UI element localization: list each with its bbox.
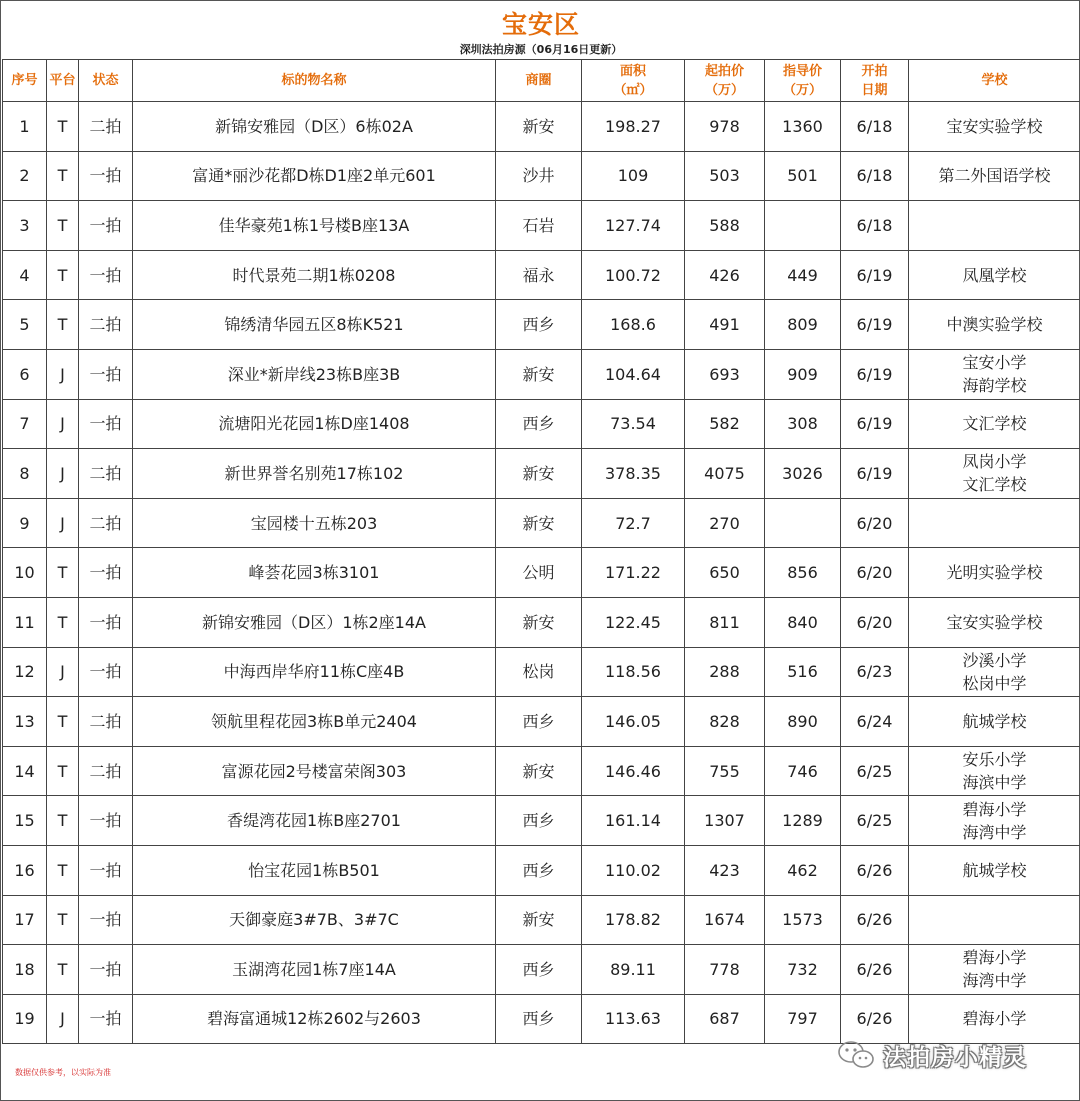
table-row [3, 697, 1080, 747]
header-start-unit: （万） [704, 82, 744, 98]
cell-date: 6/25 [841, 796, 909, 846]
cell-status: 一拍 [79, 250, 133, 300]
cell-no: 14 [3, 746, 47, 796]
cell-date: 6/19 [841, 349, 909, 399]
cell-platform: J [47, 498, 79, 548]
cell-start-price: 755 [685, 746, 765, 796]
cell-no: 7 [3, 399, 47, 449]
cell-start-price: 693 [685, 349, 765, 399]
cell-guide-price: 732 [765, 945, 841, 995]
cell-guide-price: 308 [765, 399, 841, 449]
cell-name: 新锦安雅园（D区）1栋2座14A [133, 597, 496, 647]
cell-status: 一拍 [79, 895, 133, 945]
school-line: 海湾中学 [962, 822, 1027, 842]
cell-guide-price: 890 [765, 697, 841, 747]
cell-start-price: 270 [685, 498, 765, 548]
cell-status: 二拍 [79, 449, 133, 499]
cell-no: 16 [3, 845, 47, 895]
cell-school [909, 300, 1080, 350]
cell-date: 6/18 [841, 201, 909, 251]
cell-district: 石岩 [496, 201, 582, 251]
cell-status: 一拍 [79, 597, 133, 647]
listing-table [2, 59, 1080, 1044]
cell-platform: T [47, 697, 79, 747]
cell-area: 178.82 [582, 895, 685, 945]
cell-status: 一拍 [79, 548, 133, 598]
cell-date: 6/26 [841, 994, 909, 1044]
cell-guide-price: 3026 [765, 449, 841, 499]
cell-date: 6/20 [841, 498, 909, 548]
cell-start-price: 491 [685, 300, 765, 350]
cell-district: 新安 [496, 895, 582, 945]
cell-date: 6/19 [841, 399, 909, 449]
table-row [3, 945, 1080, 995]
header-guide-unit: （万） [782, 82, 822, 98]
cell-start-price: 1307 [685, 796, 765, 846]
table-row [3, 845, 1080, 895]
cell-platform: J [47, 449, 79, 499]
cell-date: 6/26 [841, 945, 909, 995]
cell-status: 一拍 [79, 945, 133, 995]
cell-area: 171.22 [582, 548, 685, 598]
cell-no: 11 [3, 597, 47, 647]
cell-name: 富源花园2号楼富荣阁303 [133, 746, 496, 796]
cell-school [909, 250, 1080, 300]
cell-name: 深业*新岸线23栋B座3B [133, 349, 496, 399]
school-line: 松岗中学 [962, 673, 1027, 693]
cell-district: 新安 [496, 449, 582, 499]
cell-guide-price: 1289 [765, 796, 841, 846]
cell-platform: T [47, 845, 79, 895]
cell-name: 新锦安雅园（D区）6栋02A [133, 102, 496, 152]
school-line: 宝安小学 [962, 353, 1027, 373]
cell-area: 100.72 [582, 250, 685, 300]
header-start-label: 起拍价 [704, 63, 744, 79]
cell-date: 6/19 [841, 449, 909, 499]
cell-status: 一拍 [79, 201, 133, 251]
header-status: 状态 [79, 60, 133, 102]
school-line: 海滨中学 [962, 773, 1027, 793]
cell-date: 6/20 [841, 548, 909, 598]
cell-area: 89.11 [582, 945, 685, 995]
school-line: 碧海小学 [962, 1009, 1027, 1029]
cell-no: 13 [3, 697, 47, 747]
cell-school [909, 746, 1080, 796]
cell-platform: J [47, 647, 79, 697]
page-title: 宝安区 [501, 10, 580, 39]
cell-status: 二拍 [79, 300, 133, 350]
cell-platform: J [47, 994, 79, 1044]
cell-start-price: 811 [685, 597, 765, 647]
cell-no: 12 [3, 647, 47, 697]
cell-status: 一拍 [79, 845, 133, 895]
cell-date: 6/25 [841, 746, 909, 796]
cell-area: 168.6 [582, 300, 685, 350]
table-row [3, 399, 1080, 449]
cell-no: 15 [3, 796, 47, 846]
cell-area: 378.35 [582, 449, 685, 499]
cell-no: 9 [3, 498, 47, 548]
cell-platform: T [47, 250, 79, 300]
table-row [3, 151, 1080, 201]
header-platform: 平台 [47, 60, 79, 102]
cell-guide-price: 1360 [765, 102, 841, 152]
cell-platform: J [47, 399, 79, 449]
cell-guide-price: 449 [765, 250, 841, 300]
cell-district: 公明 [496, 548, 582, 598]
cell-date: 6/19 [841, 300, 909, 350]
cell-school [909, 102, 1080, 152]
cell-platform: T [47, 300, 79, 350]
header-guide-price [765, 60, 841, 102]
cell-area: 127.74 [582, 201, 685, 251]
cell-district: 福永 [496, 250, 582, 300]
cell-area: 146.05 [582, 697, 685, 747]
cell-date: 6/26 [841, 895, 909, 945]
cell-status: 二拍 [79, 102, 133, 152]
school-line: 凤凰学校 [962, 265, 1027, 285]
table-row [3, 201, 1080, 251]
cell-no: 8 [3, 449, 47, 499]
cell-date: 6/23 [841, 647, 909, 697]
cell-district: 沙井 [496, 151, 582, 201]
cell-start-price: 650 [685, 548, 765, 598]
cell-no: 3 [3, 201, 47, 251]
cell-name: 玉湖湾花园1栋7座14A [133, 945, 496, 995]
cell-status: 一拍 [79, 349, 133, 399]
table-row [3, 449, 1080, 499]
cell-name: 佳华豪苑1栋1号楼B座13A [133, 201, 496, 251]
header-area-unit: （㎡） [613, 82, 653, 98]
cell-no: 18 [3, 945, 47, 995]
cell-date: 6/20 [841, 597, 909, 647]
cell-platform: T [47, 895, 79, 945]
table-row [3, 597, 1080, 647]
cell-district: 新安 [496, 102, 582, 152]
cell-district: 西乡 [496, 845, 582, 895]
cell-platform: T [47, 796, 79, 846]
cell-date: 6/26 [841, 845, 909, 895]
cell-name: 流塘阳光花园1栋D座1408 [133, 399, 496, 449]
cell-area: 146.46 [582, 746, 685, 796]
cell-guide-price: 501 [765, 151, 841, 201]
cell-no: 2 [3, 151, 47, 201]
cell-start-price: 778 [685, 945, 765, 995]
header-no: 序号 [3, 60, 47, 102]
cell-guide-price: 840 [765, 597, 841, 647]
cell-district: 松岗 [496, 647, 582, 697]
cell-start-price: 687 [685, 994, 765, 1044]
cell-district: 西乡 [496, 994, 582, 1044]
table-body [3, 102, 1080, 1044]
cell-district: 西乡 [496, 300, 582, 350]
cell-school [909, 597, 1080, 647]
school-line: 海韵学校 [962, 376, 1027, 396]
cell-school [909, 796, 1080, 846]
cell-start-price: 582 [685, 399, 765, 449]
cell-status: 一拍 [79, 399, 133, 449]
table-row [3, 300, 1080, 350]
cell-school [909, 895, 1080, 945]
cell-no: 5 [3, 300, 47, 350]
school-line: 海湾中学 [962, 971, 1027, 991]
cell-name: 锦绣清华园五区8栋K521 [133, 300, 496, 350]
table-row [3, 250, 1080, 300]
cell-platform: T [47, 597, 79, 647]
header-area [582, 60, 685, 102]
cell-guide-price: 1573 [765, 895, 841, 945]
footnote: 数据仅供参考，以实际为准 [15, 1068, 111, 1077]
cell-area: 118.56 [582, 647, 685, 697]
cell-school [909, 945, 1080, 995]
table-row [3, 102, 1080, 152]
cell-date: 6/18 [841, 151, 909, 201]
cell-school [909, 449, 1080, 499]
cell-date: 6/19 [841, 250, 909, 300]
cell-name: 时代景苑二期1栋0208 [133, 250, 496, 300]
cell-district: 新安 [496, 746, 582, 796]
header-row [3, 60, 1080, 102]
cell-start-price: 978 [685, 102, 765, 152]
cell-platform: T [47, 102, 79, 152]
cell-school [909, 697, 1080, 747]
school-line: 光明实验学校 [946, 563, 1043, 583]
school-line: 文汇学校 [962, 475, 1027, 495]
cell-name: 香缇湾花园1栋B座2701 [133, 796, 496, 846]
page-subtitle: 深圳法拍房源（06月16日更新） [459, 43, 623, 56]
cell-school [909, 349, 1080, 399]
cell-area: 113.63 [582, 994, 685, 1044]
cell-guide-price [765, 498, 841, 548]
cell-name: 新世界誉名别苑17栋102 [133, 449, 496, 499]
cell-area: 161.14 [582, 796, 685, 846]
school-line: 宝安实验学校 [946, 612, 1043, 632]
cell-platform: T [47, 945, 79, 995]
cell-area: 198.27 [582, 102, 685, 152]
cell-district: 西乡 [496, 945, 582, 995]
cell-area: 109 [582, 151, 685, 201]
cell-name: 天御豪庭3#7B、3#7C [133, 895, 496, 945]
header-school: 学校 [909, 60, 1080, 102]
cell-status: 二拍 [79, 498, 133, 548]
header-date-line2: 日期 [861, 82, 888, 98]
cell-area: 72.7 [582, 498, 685, 548]
cell-name: 富通*丽沙花都D栋D1座2单元601 [133, 151, 496, 201]
cell-school [909, 201, 1080, 251]
cell-status: 一拍 [79, 994, 133, 1044]
table-row [3, 746, 1080, 796]
cell-district: 西乡 [496, 796, 582, 846]
cell-guide-price: 797 [765, 994, 841, 1044]
cell-no: 19 [3, 994, 47, 1044]
cell-status: 二拍 [79, 746, 133, 796]
cell-school [909, 548, 1080, 598]
cell-school [909, 151, 1080, 201]
cell-start-price: 423 [685, 845, 765, 895]
header-guide-label: 指导价 [782, 63, 822, 79]
cell-name: 峰荟花园3栋3101 [133, 548, 496, 598]
cell-district: 西乡 [496, 399, 582, 449]
cell-school [909, 845, 1080, 895]
cell-platform: T [47, 151, 79, 201]
school-line: 凤岗小学 [962, 452, 1027, 472]
cell-area: 104.64 [582, 349, 685, 399]
cell-no: 17 [3, 895, 47, 945]
cell-name: 怡宝花园1栋B501 [133, 845, 496, 895]
table-row [3, 647, 1080, 697]
cell-area: 122.45 [582, 597, 685, 647]
table-row [3, 796, 1080, 846]
cell-guide-price [765, 201, 841, 251]
cell-status: 一拍 [79, 151, 133, 201]
table-row [3, 895, 1080, 945]
cell-school [909, 498, 1080, 548]
cell-area: 110.02 [582, 845, 685, 895]
cell-name: 领航里程花园3栋B单元2404 [133, 697, 496, 747]
school-line: 中澳实验学校 [946, 315, 1043, 335]
cell-school [909, 399, 1080, 449]
cell-start-price: 288 [685, 647, 765, 697]
school-line: 航城学校 [962, 860, 1027, 880]
cell-school [909, 647, 1080, 697]
cell-name: 碧海富通城12栋2602与2603 [133, 994, 496, 1044]
cell-guide-price: 909 [765, 349, 841, 399]
cell-date: 6/18 [841, 102, 909, 152]
cell-name: 宝园楼十五栋203 [133, 498, 496, 548]
cell-start-price: 828 [685, 697, 765, 747]
school-line: 安乐小学 [962, 750, 1027, 770]
header-start-price [685, 60, 765, 102]
cell-area: 73.54 [582, 399, 685, 449]
cell-no: 1 [3, 102, 47, 152]
cell-start-price: 1674 [685, 895, 765, 945]
cell-platform: T [47, 201, 79, 251]
cell-start-price: 588 [685, 201, 765, 251]
school-line: 碧海小学 [962, 799, 1027, 819]
cell-guide-price: 462 [765, 845, 841, 895]
cell-guide-price: 809 [765, 300, 841, 350]
cell-platform: T [47, 746, 79, 796]
school-line: 文汇学校 [962, 414, 1027, 434]
cell-no: 6 [3, 349, 47, 399]
cell-platform: J [47, 349, 79, 399]
school-line: 航城学校 [962, 711, 1027, 731]
header-name: 标的物名称 [133, 60, 496, 102]
table-row [3, 349, 1080, 399]
school-line: 第二外国语学校 [938, 166, 1051, 186]
cell-district: 新安 [496, 597, 582, 647]
cell-no: 4 [3, 250, 47, 300]
cell-no: 10 [3, 548, 47, 598]
cell-status: 二拍 [79, 697, 133, 747]
cell-name: 中海西岸华府11栋C座4B [133, 647, 496, 697]
table-row [3, 498, 1080, 548]
watermark-text: 法拍房小精灵 [883, 1044, 1027, 1071]
cell-start-price: 426 [685, 250, 765, 300]
header-district: 商圈 [496, 60, 582, 102]
cell-district: 新安 [496, 498, 582, 548]
cell-platform: T [47, 548, 79, 598]
header-area-label: 面积 [619, 63, 646, 79]
wechat-icon [837, 1040, 875, 1070]
cell-status: 一拍 [79, 647, 133, 697]
school-line: 宝安实验学校 [946, 116, 1043, 136]
school-line: 沙溪小学 [962, 650, 1027, 670]
cell-guide-price: 516 [765, 647, 841, 697]
header-date [841, 60, 909, 102]
cell-district: 西乡 [496, 697, 582, 747]
table-row [3, 548, 1080, 598]
cell-guide-price: 746 [765, 746, 841, 796]
cell-district: 新安 [496, 349, 582, 399]
cell-status: 一拍 [79, 796, 133, 846]
cell-start-price: 4075 [685, 449, 765, 499]
cell-guide-price: 856 [765, 548, 841, 598]
cell-date: 6/24 [841, 697, 909, 747]
header-date-line1: 开拍 [861, 63, 888, 79]
cell-start-price: 503 [685, 151, 765, 201]
school-line: 碧海小学 [962, 948, 1027, 968]
watermark [837, 1037, 1027, 1073]
